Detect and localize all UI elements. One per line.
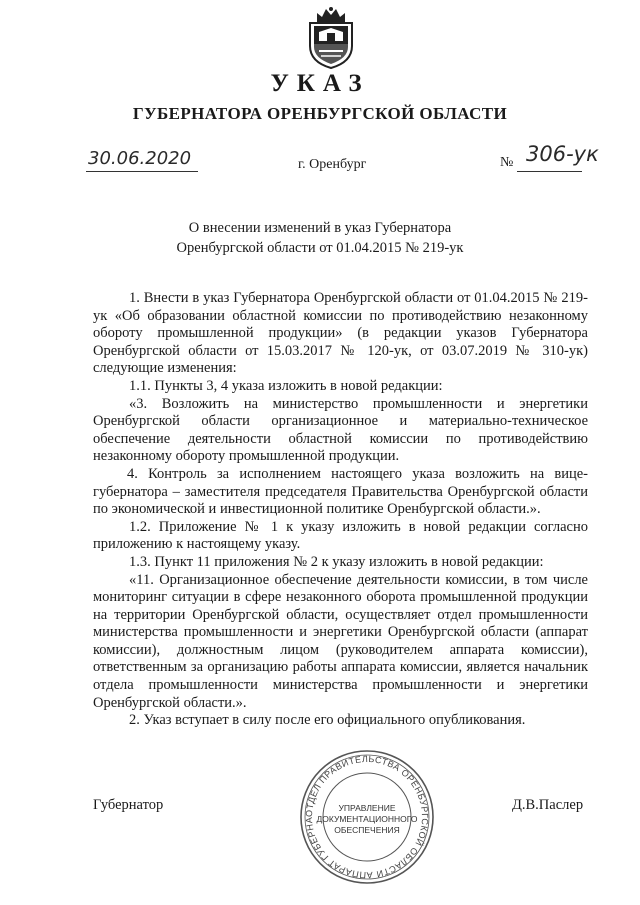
stamp-line: ДОКУМЕНТАЦИОННОГО	[316, 814, 418, 824]
stamp-line: УПРАВЛЕНИЕ	[338, 803, 396, 813]
signatory-position: Губернатор	[93, 797, 164, 813]
signatory-name: Д.В.Паслер	[512, 797, 584, 813]
stamp-line: ОБЕСПЕЧЕНИЯ	[334, 825, 400, 835]
document-number: 306-ук	[526, 142, 599, 166]
stamp-outer-text: ОТДЕЛ ПРАВИТЕЛЬСТВА ОРЕНБУРГСКОЙ ОБЛАСТИ АППАРАТ ГУБЕРНА	[303, 753, 431, 881]
stamp-center-text	[302, 803, 432, 836]
body-paragraph: 1.1. Пункты 3, 4 указа изложить в новой редакции:	[129, 377, 443, 394]
document-type-title: УКАЗ	[270, 70, 370, 97]
body-paragraph: «11. Организационное обеспечение деятельности комиссии, в том числе мониторинг ситуации в сфере незаконного оборота промышленной продукции на территории Оренбургской области, осуществляет отдел промышленности министерства промышленности и энергетики Оренбургской области (аппарат комиссии), должностным лицом (руководителем аппарата комиссии), ответственным за организацию работы аппарата комиссии, является начальник отдела промышленности министерства промышленности и энергетики Оренбургской области.».	[93, 571, 588, 711]
body-paragraph: 1.3. Пункт 11 приложения № 2 к указу изложить в новой редакции:	[129, 553, 544, 570]
document-body	[93, 290, 588, 730]
document-subject	[0, 218, 640, 258]
date-underline	[86, 171, 198, 172]
number-underline	[517, 171, 582, 172]
body-paragraph: 1.2. Приложение № 1 к указу изложить в новой редакции согласно приложению к настоящему указу.	[93, 518, 588, 553]
body-paragraph: 2. Указ вступает в силу после его официального опубликования.	[129, 712, 526, 729]
body-paragraph: 4. Контроль за исполнением настоящего указа возложить на вице-губернатора – заместителя председателя Правительства Оренбургской области по экономической и инвестиционной политике Оренбургской области.».	[93, 465, 588, 518]
subject-line: О внесении изменений в указ Губернатора	[188, 220, 452, 236]
coat-of-arms-icon	[301, 6, 361, 70]
issuing-authority: ГУБЕРНАТОРА ОРЕНБУРГСКОЙ ОБЛАСТИ	[132, 104, 508, 123]
document-date: 30.06.2020	[88, 148, 192, 169]
subject-line: Оренбургской области от 01.04.2015 № 219-ук	[176, 240, 464, 256]
body-paragraph: «3. Возложить на министерство промышленности и энергетики Оренбургской области организационное и материально-техническое обеспечение деятельности областной комиссии по противодействию незаконному обороту промышленной продукции.	[93, 395, 588, 465]
document-city: г. Оренбург	[298, 157, 367, 172]
body-paragraph: 1. Внести в указ Губернатора Оренбургской области от 01.04.2015 № 219-ук «Об образовании областной комиссии по противодействию незаконному обороту промышленной продукции» (в редакции указов Губернатора Оренбургской области от 15.03.2017 № 120-ук, от 03.07.2019 № 310-ук) следующие изменения:	[93, 290, 588, 377]
number-label: №	[500, 155, 514, 170]
